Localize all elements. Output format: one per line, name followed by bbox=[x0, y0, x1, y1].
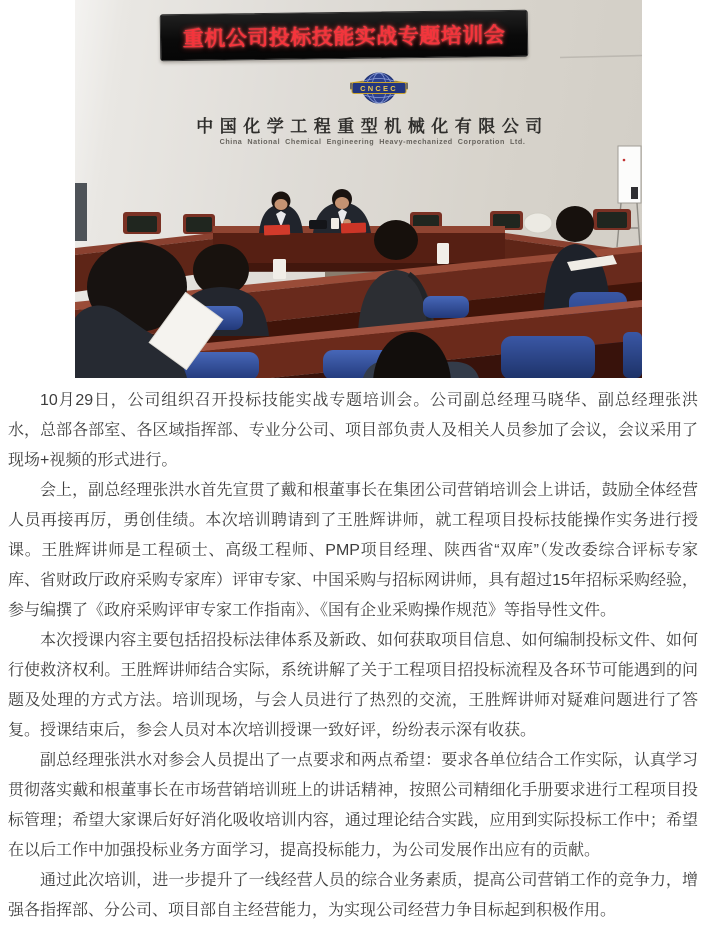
led-banner bbox=[160, 10, 529, 61]
led-banner-text: 重机公司投标技能实战专题培训会 bbox=[182, 23, 506, 51]
company-name-cn: 中国化学工程重型机械化有限公司 bbox=[196, 117, 549, 136]
paragraph-5: 通过此次培训，进一步提升了一线经营人员的综合业务素质，提高公司营销工作的竞争力，增强各指挥部、分公司、项目部自主经营能力，为实现公司经营力争目标起到积极作用。 bbox=[8, 872, 698, 919]
white-paper-object bbox=[524, 213, 552, 233]
wall-corner-object bbox=[75, 183, 87, 241]
table-device bbox=[309, 220, 327, 229]
training-meeting-photo bbox=[75, 0, 642, 378]
whiteboard-easel bbox=[617, 146, 641, 247]
cup-icon bbox=[331, 218, 339, 229]
paragraph-1: 10月29日，公司组织召开投标技能实战专题培训会。公司副总经理马晓华、副总经理张洪水，总部各部室、各区域指挥部、专业分公司、项目部负责人及相关人员参加了会议，会议采用了现场+视频的形式进行。 bbox=[8, 392, 698, 469]
paragraph-3: 本次授课内容主要包括招投标法律体系及新政、如何获取项目信息、如何编制投标文件、如何行使救济权利。王胜辉讲师结合实际，系统讲解了关于工程项目招投标流程及各环节可能遇到的问题及处理的方式方法。培训现场，与会人员进行了热烈的交流，王胜辉讲师对疑难问题进行了答复。授课结束后，参会人员对本次培训授课一致好评，纷纷表示深有收获。 bbox=[8, 632, 698, 739]
cncec-logo-icon bbox=[350, 70, 408, 106]
article-body bbox=[0, 378, 707, 926]
logo-wordmark: CNCEC bbox=[360, 84, 398, 93]
paragraph-2: 会上，副总经理张洪水首先宣贯了戴和根董事长在集团公司营销培训会上讲话，鼓励全体经营人员再接再厉，勇创佳绩。本次培训聘请到了王胜辉讲师，就工程项目投标技能操作实务进行授课。王胜辉讲师是工程硕士、高级工程师、PMP项目经理、陕西省“双库”（发改委综合评标专家库、省财政厅政府采购专家库）评审专家、中国采购与招标网讲师，具有超过15年招标采购经验，参与编撰了《政府采购评审专家工作指南》、《国有企业采购操作规范》等指导性文件。 bbox=[8, 482, 698, 619]
wall-seam-line bbox=[560, 56, 642, 58]
company-name-en: China National Chemical Engineering Heavy-mechanized Corporation Ltd. bbox=[219, 137, 526, 146]
paragraph-4: 副总经理张洪水对参会人员提出了一点要求和两点希望：要求各单位结合工作实际，认真学习贯彻落实戴和根董事长在市场营销培训班上的讲话精神，按照公司精细化手册要求进行工程项目投标管理；希望大家课后好好消化吸收培训内容，通过理论结合实践，应用到实际投标工作中；希望在以后工作中加强投标业务方面学习，提高投标能力，为公司发展作出应有的贡献。 bbox=[8, 752, 698, 859]
